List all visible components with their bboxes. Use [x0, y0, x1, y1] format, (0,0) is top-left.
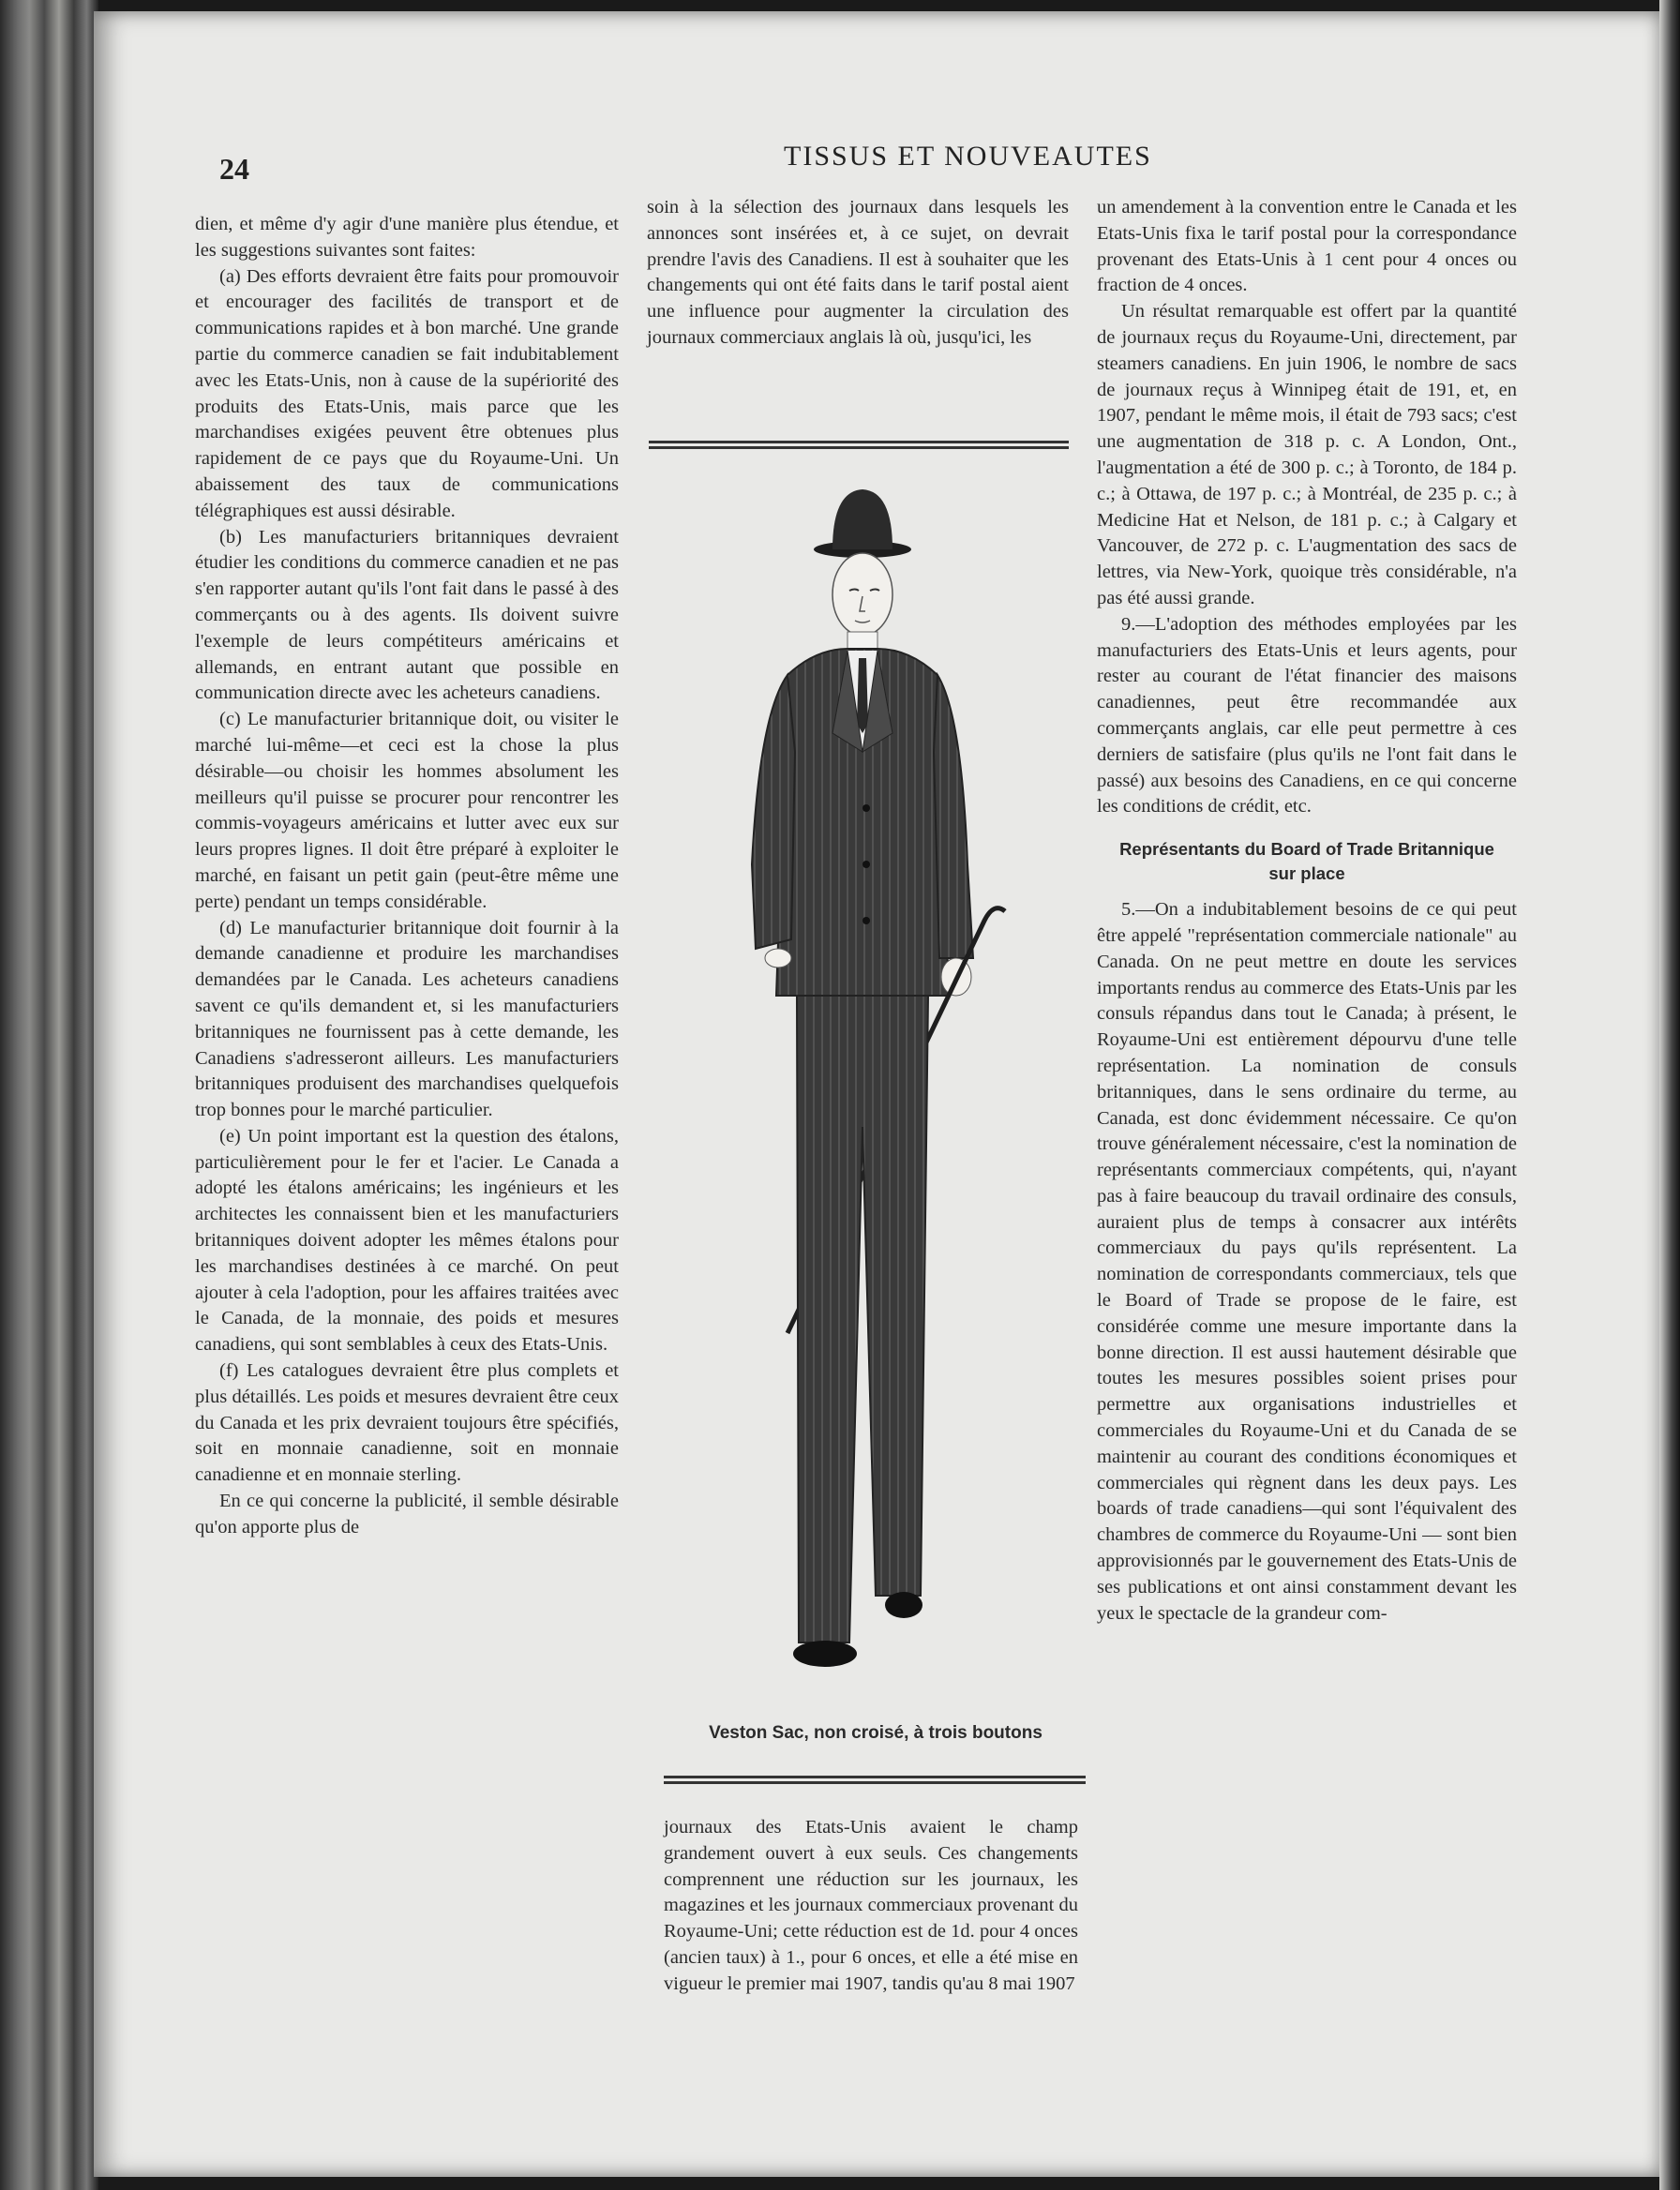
column-2-top — [647, 195, 1069, 352]
paragraph: (b) Les manufacturiers britanniques devraient étudier les conditions du commerce canadien et ne pas s'en rapporter autant qu'ils l'ont fait dans le passé à des commerçants ou à des agents. Ils doivent suivre l'exemple de leurs compétiteurs américains et allemands, en entrant autant que possible en communication directe avec les acheteurs canadiens. — [195, 526, 619, 704]
column-1 — [195, 212, 619, 1541]
paragraph: En ce qui concerne la publicité, il semble désirable qu'on apporte plus de — [195, 1491, 619, 1538]
page — [94, 11, 1661, 2177]
paragraph: (f) Les catalogues devraient être plus complets et plus détaillés. Les poids et mesures devraient être ceux du Canada et les prix devraient toujours être spécifiés, soit en monnaie canadienne, soit en monnaie canadienne et en monnaie sterling. — [195, 1360, 619, 1486]
paragraph: soin à la sélection des journaux dans lesquels les annonces sont insérées et, à ce sujet, on devrait prendre l'avis des Canadiens. Il est à souhaiter que les changements qui ont été faits dans le tarif postal aient une influence pour augmenter la circulation des journaux commerciaux anglais là où, jusqu'ici, les — [647, 197, 1069, 348]
fashion-illustration — [675, 471, 1041, 1718]
column-2-bottom — [664, 1815, 1078, 1998]
paragraph: un amendement à la convention entre le Canada et les Etats-Unis fixa le tarif postal pour la correspondance provenant des Etats-Unis à 1 cent pour 4 onces ou fraction de 4 onces. — [1097, 197, 1517, 296]
paragraph: (e) Un point important est la question des étalons, particulièrement pour le fer et l'acier. Le Canada a adopté les étalons américains; les ingénieurs et les architectes les connaissent bien et les manufacturiers britanniques doivent adopter les mêmes étalons pour les marchandises destinées à ce marché. On peut ajouter à cela l'adoption, pour les affaires traitées avec le Canada, de la monnaie, des poids et mesures canadiens, qui sont semblables à ceux des Etats-Unis. — [195, 1125, 619, 1356]
paragraph: (a) Des efforts devraient être faits pour promouvoir et encourager des facilités de transport et de communications rapides et à bon marché. Une grande partie du commerce canadien se fait indubitablement avec les Etats-Unis, non à cause de la supériorité des produits des Etats-Unis, mais parce que les marchandises exigées peuvent être obtenues plus rapidement de ce pays que du Royaume-Uni. Un abaissement des taux de communications télégraphiques est aussi désirable. — [195, 265, 619, 521]
book-binding — [0, 0, 98, 2190]
paragraph: dien, et même d'y agir d'une manière plus étendue, et les suggestions suivantes sont faites: — [195, 214, 619, 261]
page-number: 24 — [219, 152, 249, 186]
paragraph: journaux des Etats-Unis avaient le champ grandement ouvert à eux seuls. Ces changements comprennent une réduction sur les journaux, les magazines et les journaux commerciaux provenant du Royaume-Uni; cette réduction est de 1d. pour 4 onces (ancien taux) à 1., pour 6 onces, et elle a été mise en vigueur le premier mai 1907, tandis qu'au 8 mai 1907 — [664, 1817, 1078, 1994]
paragraph: Un résultat remarquable est offert par la quantité de journaux reçus du Royaume-Uni, directement, par steamers canadiens. En juin 1906, le nombre de sacs de journaux reçus à Winnipeg était de 191, et, en 1907, pendant le même mois, il était de 793 sacs; c'est une augmentation de 318 p. c. A London, Ont., l'augmentation a été de 300 p. c.; à Toronto, de 184 p. c.; à Ottawa, de 197 p. c.; à Montréal, de 235 p. c.; à Medicine Hat et Nelson, de 181 p. c.; à Calgary et Vancouver, de 272 p. c. L'augmentation des sacs de lettres, via New-York, quoique très considérable, n'a pas été aussi grande. — [1097, 301, 1517, 608]
double-rule — [649, 441, 1069, 449]
double-rule — [664, 1776, 1086, 1784]
figure-caption: Veston Sac, non croisé, à trois boutons — [709, 1723, 1042, 1743]
paragraph: (c) Le manufacturier britannique doit, ou visiter le marché lui-même—et ceci est la chose la plus désirable—ou choisir les hommes absolument les meilleurs qu'il puisse se procurer pour rencontrer les commis-voyageurs américains et lutter avec eux sur leurs propres lignes. Il doit être préparé à exploiter le marché, en faisant un petit gain (peut-être même une perte) pendant un temps considérable. — [195, 709, 619, 912]
column-3 — [1097, 195, 1517, 1627]
paragraph: 9.—L'adoption des méthodes employées par les manufacturiers des Etats-Unis et leurs agents, pour rester au courant de l'état financier des maisons canadiennes, peut être recommandée aux commerçants anglais, car elle peut permettre à ces derniers de satisfaire (plus qu'ils ne l'ont fait dans le passé) aux besoins des Canadiens, en ce qui concerne les conditions de crédit, etc. — [1097, 613, 1517, 818]
page-edge — [1659, 0, 1680, 2190]
section-heading: Représentants du Board of Trade Britannique sur place — [1119, 839, 1494, 884]
paragraph: (d) Le manufacturier britannique doit fournir à la demande canadienne et produire les marchandises demandées par le Canada. Les acheteurs canadiens savent ce qu'ils demandent et, si les manufacturiers britanniques ne fournissent pas à cette demande, les Canadiens s'adresseront ailleurs. Les manufacturiers britanniques produisent des marchandises quelquefois trop bonnes pour le marché particulier. — [195, 917, 619, 1121]
running-head: TISSUS ET NOUVEAUTES — [784, 141, 1152, 172]
paragraph: 5.—On a indubitablement besoins de ce qui peut être appelé "représentation commerciale nationale" au Canada. On ne peut mettre en doute les services importants rendus au commerce des Etats-Unis par les consuls répandus dans tout le Canada; à présent, le Royaume-Uni est entièrement dépourvu d'une telle représentation. La nomination de consuls britanniques, dans le sens ordinaire du terme, au Canada, est donc évidemment nécessaire. Ce qu'on trouve généralement nécessaire, c'est la nomination de représentants commerciaux compétents, qui, n'ayant pas à faire beaucoup du travail ordinaire des consuls, auraient plus de temps à consacrer aux intérêts commerciaux du pays qu'ils représentent. La nomination de correspondants commerciaux, tels que le Board of Trade se propose de le faire, est considérée comme une mesure importante dans la bonne direction. Il est aussi hautement désirable que toutes les mesures possibles soient prises pour permettre aux organisations industrielles et commerciales du Royaume-Uni et du Canada de se maintenir au courant des conditions économiques et commerciales qui règnent dans les deux pays. Les boards of trade canadiens—qui sont l'équivalent des chambres de commerce du Royaume-Uni — sont bien approvisionnés par le gouvernement des Etats-Unis de ses publications et ont ainsi constamment devant les yeux le spectacle de la grandeur com- — [1097, 899, 1517, 1624]
